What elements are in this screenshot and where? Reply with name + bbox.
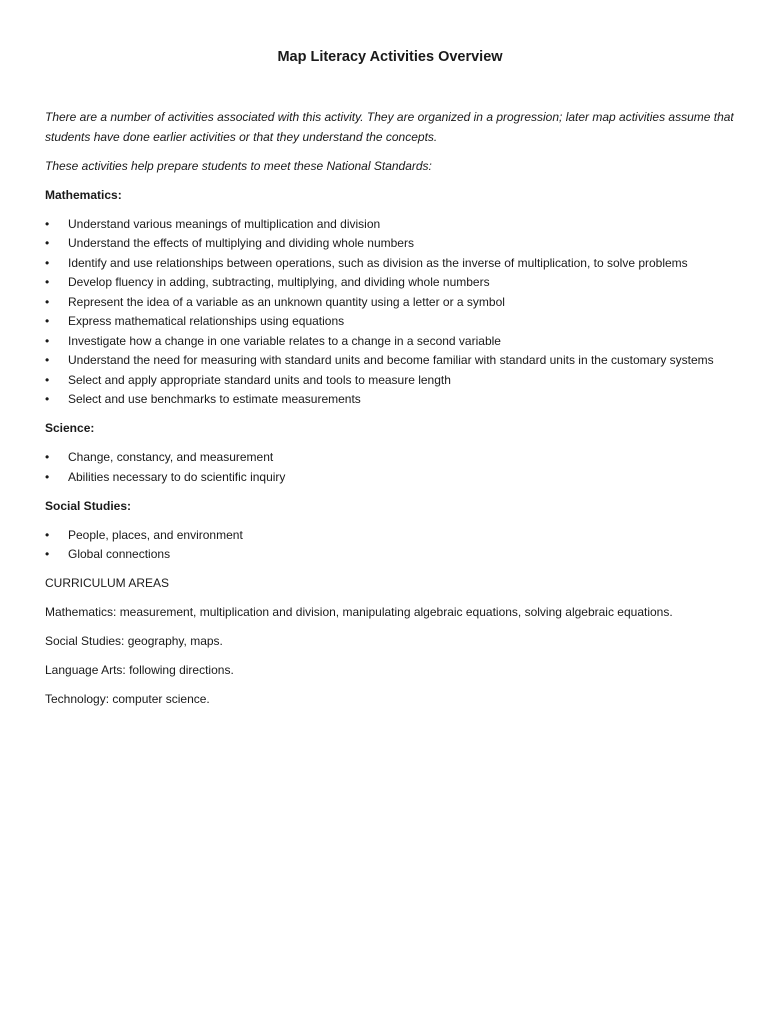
bullet-icon: •: [45, 255, 50, 270]
bullet-icon: •: [45, 527, 50, 542]
list-item-text: Abilities necessary to do scientific inquiry: [68, 469, 286, 484]
list-item: [45, 332, 735, 352]
list-item-text: Global connections: [68, 547, 171, 561]
list-item: [45, 468, 735, 488]
bullet-icon: •: [45, 547, 50, 561]
list-item: [45, 312, 735, 332]
list-item: [45, 254, 735, 274]
bullet-icon: •: [45, 275, 50, 289]
social-studies-list: [45, 526, 735, 565]
list-item-text: Understand the need for measuring with standard units and become familiar with standard units in the customary systems: [68, 353, 714, 367]
list-item-text: People, places, and environment: [68, 527, 243, 542]
section-heading-social-studies: Social Studies:: [45, 498, 132, 513]
bullet-icon: •: [45, 216, 50, 231]
bullet-icon: •: [45, 372, 50, 387]
page-title: Map Literacy Activities Overview: [277, 49, 503, 65]
curriculum-line-language-arts: Language Arts: following directions.: [45, 663, 234, 677]
list-item: [45, 215, 735, 235]
list-item-text: Select and use benchmarks to estimate measurements: [68, 392, 361, 406]
list-item: [45, 234, 735, 254]
list-item-text: Express mathematical relationships using equations: [68, 314, 345, 328]
list-item: [45, 293, 735, 313]
intro-paragraph: There are a number of activities associated with this activity. They are organized in a progression; later map activities assume that students have done earlier activities or that they understand the concepts.: [45, 110, 734, 144]
standards-intro: These activities help prepare students to meet these National Standards:: [45, 158, 432, 173]
list-item: [45, 371, 735, 391]
curriculum-line-technology: Technology: computer science.: [45, 692, 210, 706]
bullet-icon: •: [45, 392, 50, 406]
list-item-text: Identify and use relationships between operations, such as division as the inverse of multiplication, to solve problems: [68, 255, 688, 270]
mathematics-list: [45, 215, 735, 410]
list-item: [45, 448, 735, 468]
list-item: [45, 526, 735, 546]
list-item: [45, 390, 735, 410]
document-body: [45, 108, 735, 719]
bullet-icon: •: [45, 333, 50, 348]
list-item-text: Change, constancy, and measurement: [68, 450, 274, 464]
curriculum-heading: CURRICULUM AREAS: [45, 576, 170, 590]
bullet-icon: •: [45, 314, 50, 328]
list-item: [45, 351, 735, 371]
list-item: [45, 273, 735, 293]
list-item-text: Select and apply appropriate standard units and tools to measure length: [68, 372, 451, 387]
list-item-text: Investigate how a change in one variable relates to a change in a second variable: [68, 333, 501, 348]
bullet-icon: •: [45, 450, 50, 464]
bullet-icon: •: [45, 469, 50, 484]
section-heading-science: Science:: [45, 421, 95, 435]
list-item: [45, 545, 735, 565]
curriculum-line-mathematics: Mathematics: measurement, multiplication and division, manipulating algebraic equations, solving algebraic equations.: [45, 605, 673, 619]
list-item-text: Understand various meanings of multiplication and division: [68, 216, 381, 231]
science-list: [45, 448, 735, 487]
list-item-text: Represent the idea of a variable as an unknown quantity using a letter or a symbol: [68, 294, 505, 309]
section-heading-mathematics: Mathematics:: [45, 187, 122, 202]
list-item-text: Understand the effects of multiplying and dividing whole numbers: [68, 236, 414, 250]
list-item-text: Develop fluency in adding, subtracting, multiplying, and dividing whole numbers: [68, 275, 490, 289]
bullet-icon: •: [45, 236, 50, 250]
bullet-icon: •: [45, 353, 50, 367]
bullet-icon: •: [45, 294, 50, 309]
curriculum-line-social-studies: Social Studies: geography, maps.: [45, 634, 223, 648]
